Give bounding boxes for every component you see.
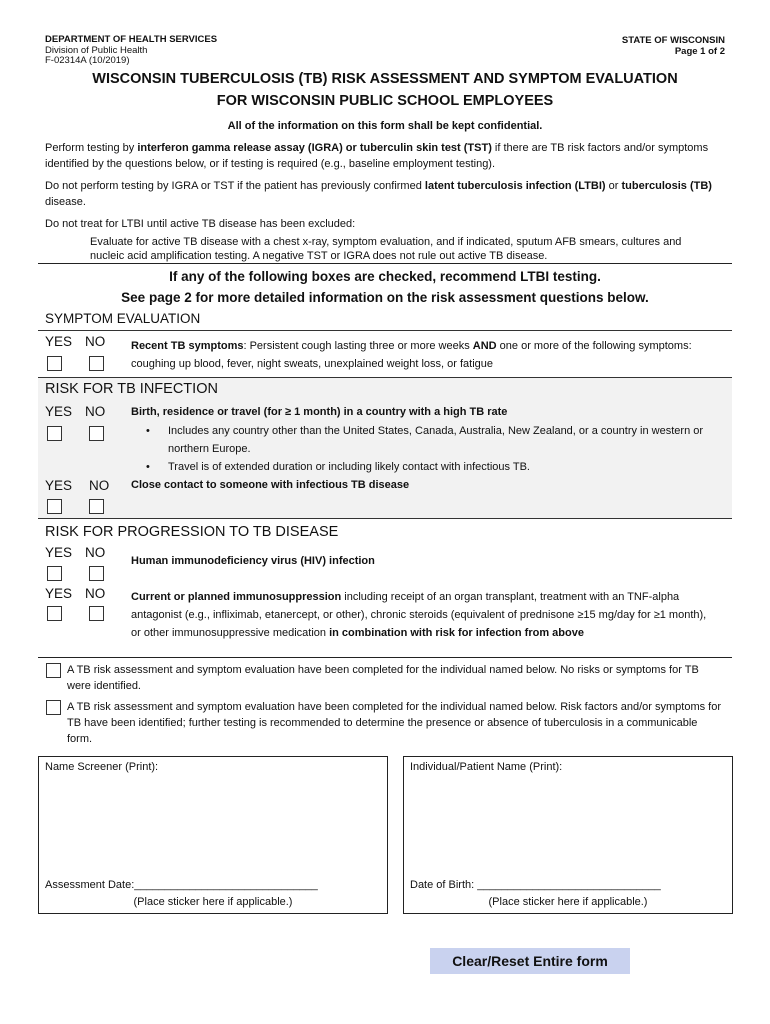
risk-country-no-checkbox[interactable] bbox=[89, 426, 104, 441]
intro-p2-e: disease. bbox=[45, 196, 86, 208]
intro-p2-d: tuberculosis (TB) bbox=[621, 180, 712, 192]
divider bbox=[38, 518, 732, 519]
symptom-yes-checkbox[interactable] bbox=[47, 356, 62, 371]
symptom-q-b: one or more of the following symptoms: coughing up blood, fever, night sweats, unexplained weight loss, or fatigue bbox=[131, 340, 692, 370]
title-line-2: FOR WISCONSIN PUBLIC SCHOOL EMPLOYEES bbox=[216, 93, 554, 109]
department-name: DEPARTMENT OF HEALTH SERVICES bbox=[45, 34, 218, 45]
symptom-q-bold: Recent TB symptoms bbox=[131, 340, 244, 352]
division-name: Division of Public Health bbox=[45, 44, 148, 56]
immuno-q-bold: Current or planned immunosuppression bbox=[131, 591, 342, 603]
yes-label: YES bbox=[45, 478, 73, 493]
patient-sticker-note: (Place sticker here if applicable.) bbox=[488, 896, 648, 908]
divider bbox=[38, 330, 732, 331]
yes-label: YES bbox=[45, 334, 73, 349]
patient-name-label: Individual/Patient Name (Print): bbox=[410, 761, 563, 773]
no-label: NO bbox=[85, 334, 106, 349]
intro-p2-c: or bbox=[605, 180, 622, 192]
risk-identified-checkbox[interactable] bbox=[46, 700, 61, 715]
yes-label: YES bbox=[45, 545, 73, 560]
screener-box[interactable] bbox=[38, 756, 388, 914]
patient-box[interactable] bbox=[403, 756, 733, 914]
banner-line-2: See page 2 for more detailed information on the risk assessment questions below. bbox=[121, 290, 649, 305]
no-risk-checkbox[interactable] bbox=[46, 663, 61, 678]
no-label: NO bbox=[85, 545, 106, 560]
intro-p1-a: Perform testing by bbox=[45, 142, 138, 154]
state-name: STATE OF WISCONSIN bbox=[621, 35, 725, 46]
hiv-question: Human immunodeficiency virus (HIV) infection bbox=[131, 555, 375, 567]
assessment-date-label: Assessment Date:______________________________ bbox=[45, 879, 318, 891]
no-label: NO bbox=[85, 404, 106, 419]
hiv-no-checkbox[interactable] bbox=[89, 566, 104, 581]
department-header bbox=[45, 35, 217, 67]
risk-country-question: Birth, residence or travel (for ≥ 1 month) in a country with a high TB rate bbox=[131, 406, 508, 418]
no-label: NO bbox=[85, 586, 106, 601]
yes-label: YES bbox=[45, 404, 73, 419]
immuno-yes-checkbox[interactable] bbox=[47, 606, 62, 621]
symptom-q-a: : Persistent cough lasting three or more weeks bbox=[243, 340, 473, 352]
immuno-q-a: including receipt of an organ transplant, treatment with an TNF-alpha antagonist (e.g., infliximab, etanercept, or other), chronic steroids (equivalent of prednisone ≥15 mg/day for ≥1 month), or other immunosuppressive medication bbox=[131, 591, 707, 639]
screener-sticker-note: (Place sticker here if applicable.) bbox=[133, 896, 293, 908]
form-title bbox=[0, 68, 770, 112]
immuno-no-checkbox[interactable] bbox=[89, 606, 104, 621]
yes-label: YES bbox=[45, 586, 73, 601]
immuno-question bbox=[131, 588, 716, 642]
intro-p1-b: interferon gamma release assay (IGRA) or tuberculin skin test (TST) bbox=[137, 142, 492, 154]
divider bbox=[38, 657, 732, 658]
immuno-q-bold2: in combination with risk for infection from above bbox=[329, 627, 584, 639]
form-id: F-02314A (10/2019) bbox=[45, 55, 130, 66]
intro-p1-c: if there are TB risk factors and/or symptoms identified by the questions below, or if testing is required (e.g., baseline employment testing). bbox=[45, 142, 709, 170]
date-of-birth-label: Date of Birth: ______________________________ bbox=[410, 879, 661, 891]
confidential-notice: All of the information on this form shall be kept confidential. bbox=[227, 120, 543, 132]
hiv-yes-checkbox[interactable] bbox=[47, 566, 62, 581]
progression-heading: RISK FOR PROGRESSION TO TB DISEASE bbox=[45, 524, 339, 540]
symptom-question bbox=[131, 337, 721, 373]
risk-infection-heading: RISK FOR TB INFECTION bbox=[45, 381, 218, 397]
intro-paragraph-2 bbox=[45, 178, 725, 210]
clear-reset-button[interactable]: Clear/Reset Entire form bbox=[430, 948, 630, 974]
bullet-item: • Includes any country other than the United States, Canada, Australia, New Zealand, or a country in western or northern Europe. bbox=[146, 422, 711, 458]
banner-line-1: If any of the following boxes are checked, recommend LTBI testing. bbox=[169, 269, 601, 284]
intro-paragraph-3: Do not treat for LTBI until active TB disease has been excluded: bbox=[45, 218, 356, 230]
page-number: Page 1 of 2 bbox=[674, 46, 725, 57]
divider bbox=[38, 377, 732, 378]
risk-contact-no-checkbox[interactable] bbox=[89, 499, 104, 514]
symptom-heading: SYMPTOM EVALUATION bbox=[45, 311, 201, 326]
risk-contact-question: Close contact to someone with infectious TB disease bbox=[131, 479, 410, 491]
state-header bbox=[622, 35, 725, 57]
intro-paragraph-1 bbox=[45, 140, 725, 172]
symptom-q-and: AND bbox=[472, 340, 497, 352]
screener-name-label: Name Screener (Print): bbox=[45, 761, 159, 773]
symptom-no-checkbox[interactable] bbox=[89, 356, 104, 371]
ltbi-banner bbox=[0, 266, 770, 308]
bullet-item: • Travel is of extended duration or including likely contact with infectious TB. bbox=[146, 458, 711, 476]
title-line-1: WISCONSIN TUBERCULOSIS (TB) RISK ASSESSMENT AND SYMPTOM EVALUATION bbox=[92, 71, 678, 87]
risk-country-bullets bbox=[146, 422, 711, 476]
intro-p2-a: Do not perform testing by IGRA or TST if the patient has previously confirmed bbox=[45, 180, 425, 192]
intro-indent: Evaluate for active TB disease with a chest x-ray, symptom evaluation, and if indicated, sputum AFB smears, cultures and nucleic acid amplification testing. A negative TST or IGRA does not rule out active TB disease. bbox=[90, 236, 682, 262]
divider bbox=[38, 263, 732, 264]
no-risk-statement: A TB risk assessment and symptom evaluation have been completed for the individual named below. No risks or symptoms for TB were identified. bbox=[67, 664, 699, 692]
risk-identified-statement: A TB risk assessment and symptom evaluation have been completed for the individual named below. Risk factors and/or symptoms for TB have been identified; further testing is recommended to determine the presence or absence of tuberculosis in a communicable form. bbox=[67, 701, 722, 745]
risk-country-yes-checkbox[interactable] bbox=[47, 426, 62, 441]
intro-p2-b: latent tuberculosis infection (LTBI) bbox=[424, 180, 606, 192]
risk-contact-yes-checkbox[interactable] bbox=[47, 499, 62, 514]
no-label: NO bbox=[89, 478, 110, 493]
